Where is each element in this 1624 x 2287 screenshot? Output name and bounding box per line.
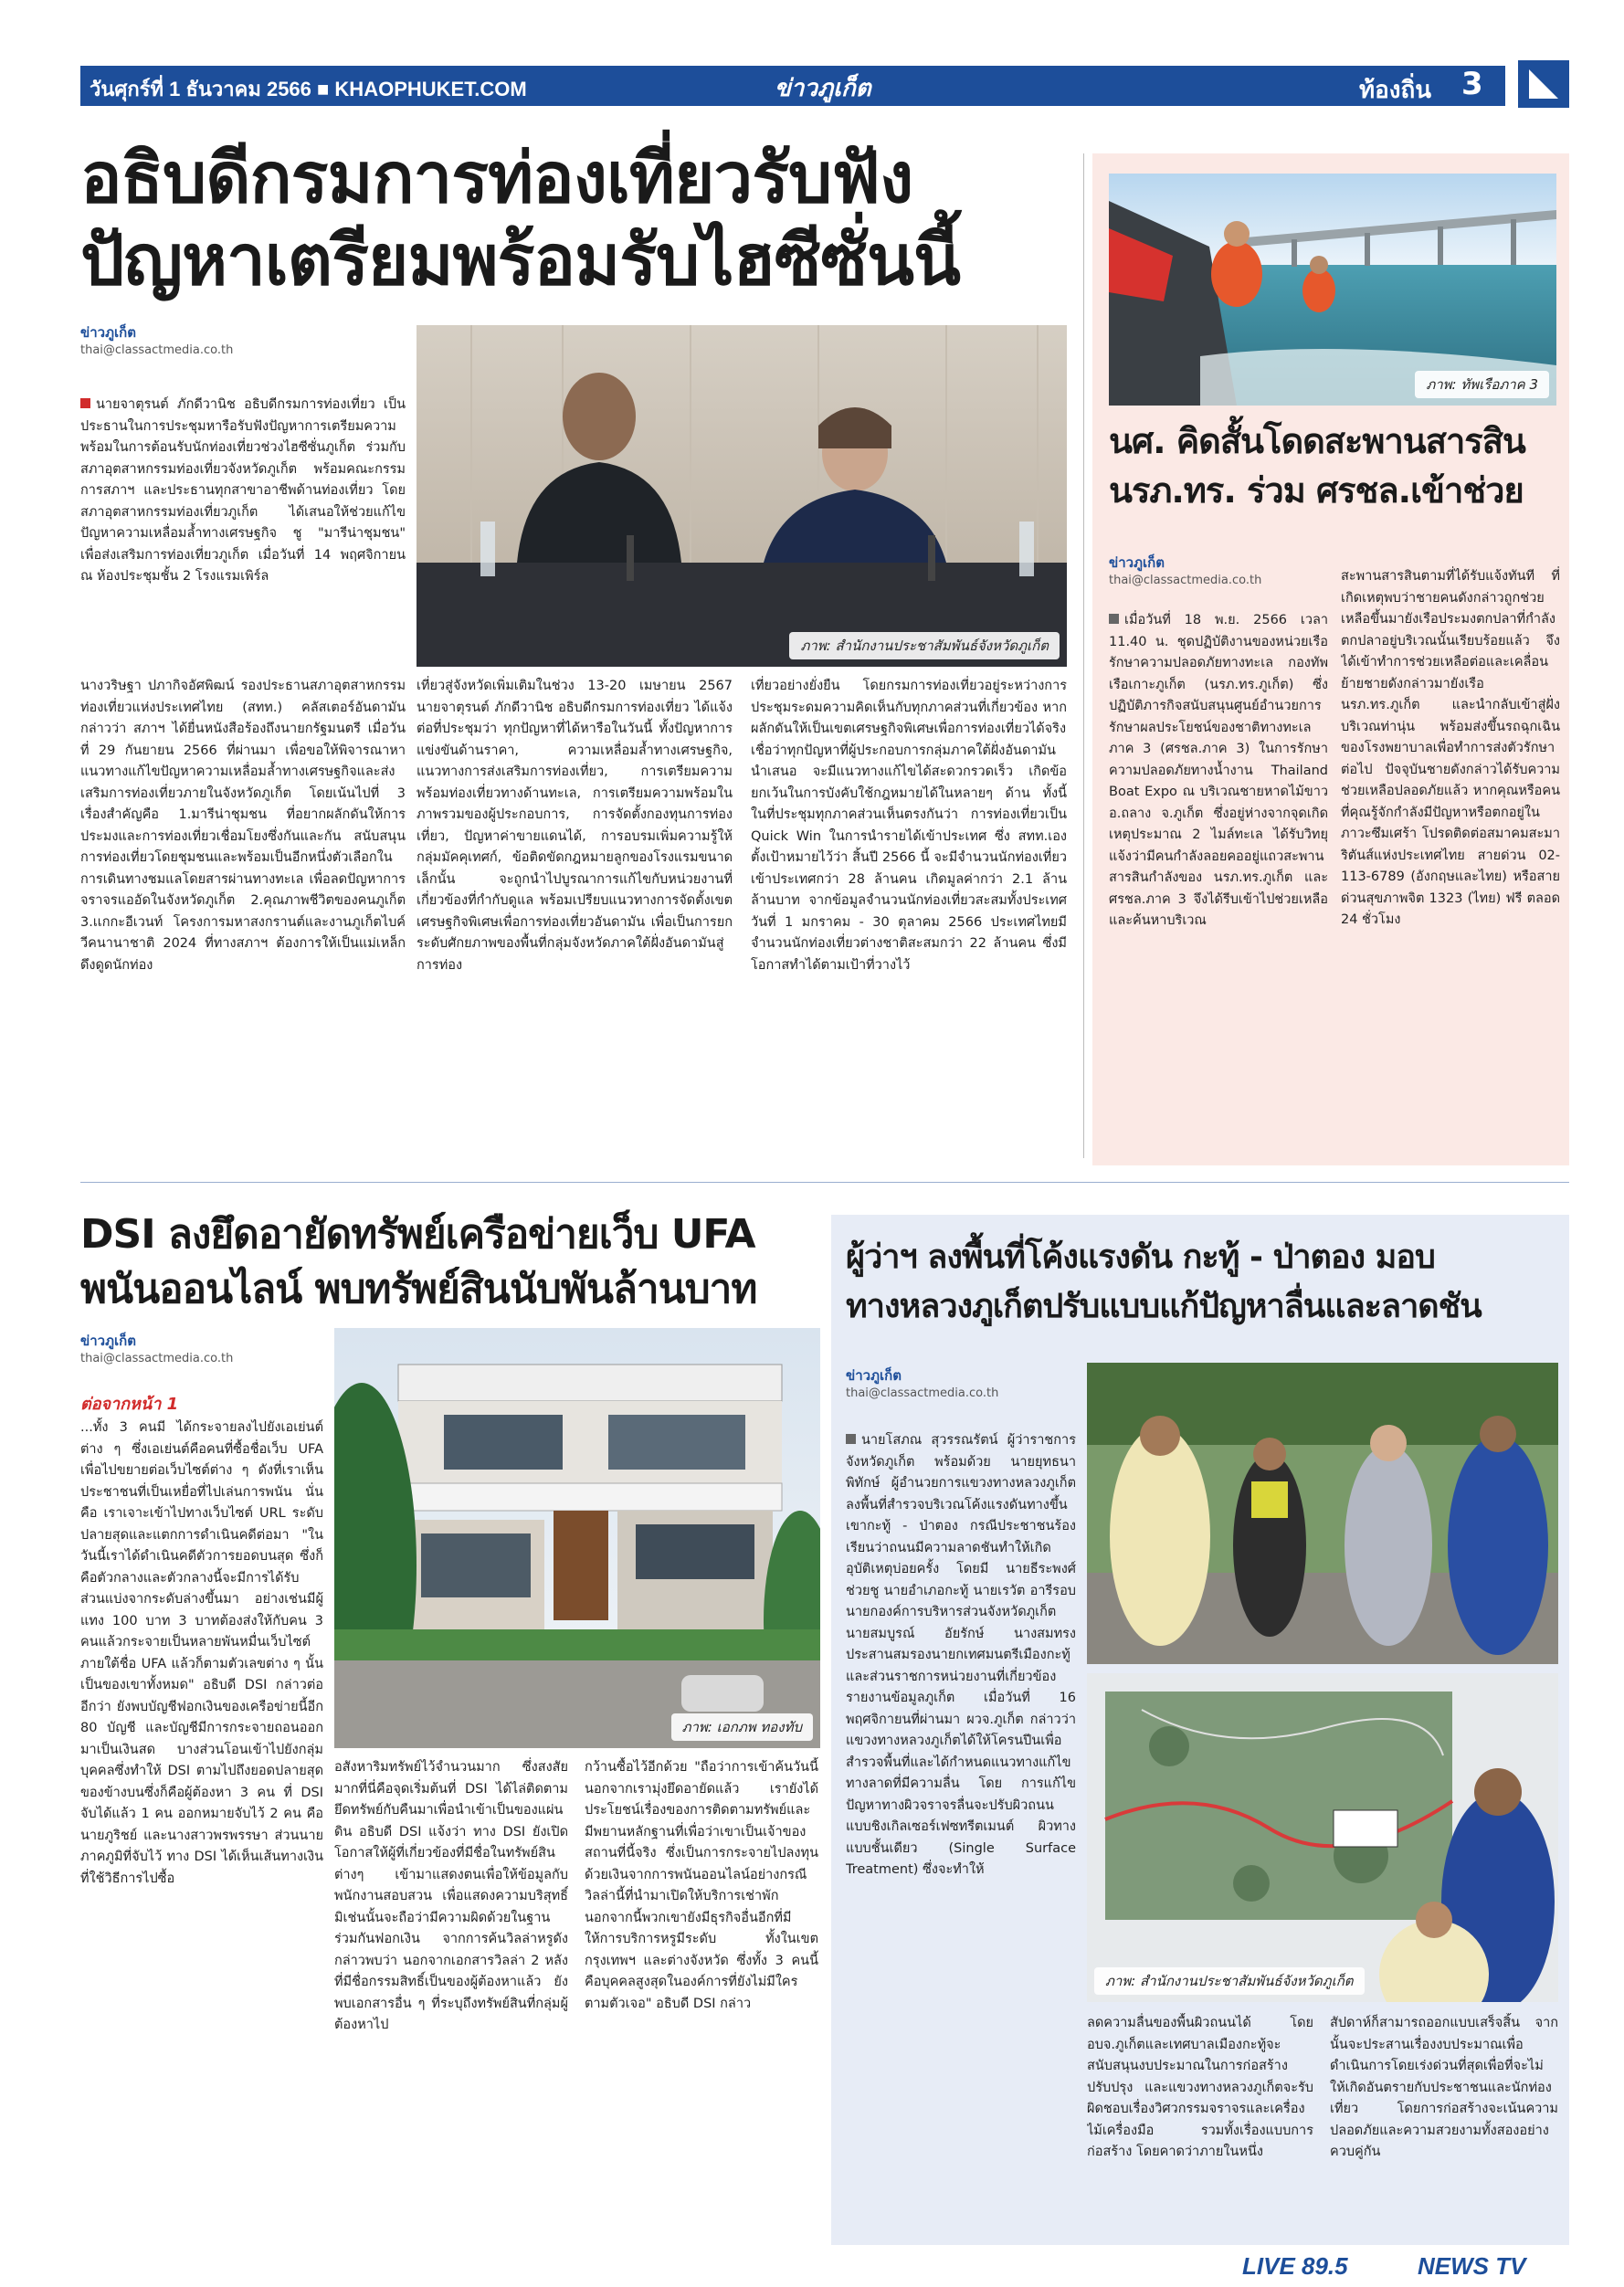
story4-headline: [846, 1233, 1558, 1332]
story4-photo-bottom: [1087, 1673, 1558, 2002]
story4-headline-line2: ทางหลวงภูเก็ตปรับแบบแก้ปัญหาลื่นและลาดชัน: [846, 1288, 1482, 1325]
column-divider: [1083, 153, 1084, 1158]
story4-byline-block: [846, 1365, 998, 1400]
story2-col2: สะพานสารสินตามที่ได้รับแจ้งทันที ที่เกิดเหตุพบว่าชายคนดังกล่าวถูกช่วยเหลือขึ้นมายังเรือประมงตกปลาที่กำลังตกปลาอยู่บริเวณนั้นเรียบร้อยแล้ว จึงได้เข้าทำการช่วยเหลือต่อและเคลื่อนย้ายชายดังกล่าวมายังเรือ นรภ.ทร.ภูเก็ต และนำกลับเข้าสู่ฝั่งบริเวณท่านุ่น พร้อมส่งขึ้นรถฉุกเฉินของโรงพยาบาลเพื่อทำการส่งตัวรักษาต่อไป ปัจจุบันชายดังกล่าวได้รับความช่วยเหลือปลอดภัยแล้ว หากคุณหรือคนที่คุณรู้จักกำลังมีปัญหาหรือตกอยู่ในภาวะซึมเศร้า โปรดติดต่อสมาคมสะมาริตันส์แห่งประเทศไทย สายด่วน 02-113-6789 (อังกฤษและไทย) หรือสายด่วนสุขภาพจิต 1323 (ไทย) ฟรี ตลอด 24 ชั่วโมง: [1341, 569, 1560, 927]
newspaper-logo: ข่าวภูเก็ต: [775, 75, 871, 101]
story1-col1-rest: นางวริษฐา ปภากิจอัศพิฒน์ รองประธานสภาอุตสาหกรรมท่องเที่ยวแห่งประเทศไทย (สทท.) คลัสเตอร์อันดามัน กล่าวว่า สภาฯ ได้ยื่นหนังสือร้องถึงนายกรัฐมนตรี เมื่อวันที่ 29 กันยายน 2566 ที่ผ่านมา เพื่อขอให้พิจารณาหาแนวทางแก้ไขปัญหาความเหลื่อมล้ำทางเศรษฐกิจและส่งเสริมการท่องเที่ยวภายในจังหวัดภูเก็ต โดยเน้นไปที่ 3 เรื่องสำคัญคือ 1.มารีน่าชุมชน ที่อยากผลักดันให้การประมงและการท่องเที่ยวเชื่อมโยงซึ่งกันและกัน สนับสนุนการท่องเที่ยวโดยชุมชนและพร้อมเป็นอีกหนึ่งตัวเลือกในการเดินทางชมแลโดยสารผ่านทางทะเล เพื่อลดปัญหาการจราจรแออัดในจังหวัดภูเก็ต 2.คุณภาพชีวิตของคนภูเก็ต 3.เเกกะอีเวนท์ โครงการมหาสงกรานต์และงานภูเก็ตไบค์วีคนานาชาติ 2024 ที่ทางสภาฯ ต้องการให้เป็นแม่เหล็กดึงดูดนักท่อง: [80, 679, 406, 973]
story4-col3: สัปดาห์ก็สามารถออกแบบเสร็จสิ้น จากนั้นจะประสานเรื่องงบประมาณเพื่อดำเนินการโดยเร่งด่วนที่สุดเพื่อที่จะไม่ให้เกิดอันตรายกับประชาชนและนักท่องเที่ยว โดยการก่อสร้างจะเน้นความปลอดภัยและความสวยงามทั้งสองอย่างควบคู่กัน: [1330, 2016, 1558, 2159]
story2-headline-line1: นศ. คิดสั้นโดดสะพานสารสิน: [1109, 421, 1525, 461]
bullet-square-icon: [1109, 614, 1119, 624]
story4-email: thai@classactmedia.co.th: [846, 1386, 999, 1400]
story4-photo-caption: ภาพ: สำนักงานประชาสัมพันธ์จังหวัดภูเก็ต: [1094, 1967, 1365, 1995]
story1-col1-top: [80, 395, 406, 670]
site-inspection-photo: [1087, 1363, 1558, 1664]
story2-lead-text: เมื่อวันที่ 18 พ.ย. 2566 เวลา 11.40 น. ชุดปฏิบัติงานของหน่วยเรือรักษาความปลอดภัยทางทะเล กองทัพเรือเกาะภูเก็ต (นรภ.ทร.ภูเก็ต) ซึ่งปฏิบัติภารกิจสนับสนุนศูนย์อำนวยการรักษาผลประโยชน์ของชาติทางทะเลภาค 3 (ศรชล.ภาค 3) ในการรักษาความปลอดภัยทางน้ำงาน Thailand Boat Expo ณ บริเวณชายหาดไม้ขาว อ.ถลาง จ.ภูเก็ต ซึ่งอยู่ห่างจากจุดเกิดเหตุประมาณ 2 ไมล์ทะเล ได้รับวิทยุแจ้งว่ามีคนกำลังลอยคออยู่แถวสะพานสารสินกำลังของ นรภ.ทร.ภูเก็ต และ ศรชล.ภาค 3 จึงได้รีบเข้าไปช่วยเหลือและค้นหาบริเวณ: [1109, 613, 1328, 928]
story3-col1: ...ทั้ง 3 คนมี ได้กระจายลงไปยังเอเย่นต์ต่าง ๆ ซึ่งเอเย่นต์คือคนที่ซื้อชื่อเว็บ UFA เพื่อไปขยายต่อเว็บไซต์ต่าง ๆ ดังที่เราเห็นประชาชนที่เป็นเหยื่อที่ไปเล่นการพนัน นั่นคือ เราเจาะเข้าไปทางเว็บไซต์ URL ระดับปลายสุดและแตกการดำเนินคดีต่อมา "ในวันนี้เราได้ดำเนินคดีตัวการยอดบนสุด ซึ่งก็คือตัวกลางและตัวกลางนี้จะมีการได้รับส่วนแบ่งจากระดับล่างขึ้นมา อย่างเช่นมีผู้แทง 100 บาท 3 บาทต้องส่งให้กับคน 3 คนแล้วกระจายเป็นหลายพันหมื่นเว็บไซต์ภายใต้ชื่อ UFA แล้วก็ตามตัวเลขต่าง ๆ นั้นเป็นของเขาทั้งหมด" อธิบดี DSI กล่าวต่ออีกว่า ยังพบบัญชีฟอกเงินของเครือข่ายนี้อีก 80 บัญชี และบัญชีมีการกระจายถอนออกมาเป็นเงินสด บางส่วนโอนเข้าไปยังกลุ่มบุคคลซึ่งทำให้ DSI ตามไปถึงยอดปลายสุดของข้างบนซึ่งก็คือผู้ต้องหา 3 คน ที่ DSI จับได้แล้ว 1 คน ออกหมายจับไว้ 2 คน คือ นายภูริชย์ และนางสาวพรพรรษา ส่วนนายภาคภูมิที่จับไว้ ทาง DSI ได้เห็นเส้นทางเงินที่ใช้วิธีการไปซื้อ: [80, 1420, 323, 1886]
section-name: ท้องถิ่น: [1359, 77, 1431, 104]
story3-col2: อสังหาริมทรัพย์ไว้จำนวนมาก ซึ่งสงสัยมากที่นี่คือจุดเริ่มต้นที่ DSI ได้ไล่ติดตามยึดทรัพย์กับคืนมาเพื่อนำเข้าเป็นของแผ่นดิน อธิบดี DSI แจ้งว่า ทาง DSI ยังเปิดโอกาสให้ผู้ที่เกี่ยวข้องที่มีชื่อในทรัพย์สินต่างๆ เข้ามาแสดงตนเพื่อให้ข้อมูลกับพนักงานสอบสวน เพื่อแสดงความบริสุทธิ์ มิเช่นนั้นจะถือว่ามีความผิดด้วยในฐานร่วมกันฟอกเงิน จากการค้นวิลล่าหรูดังกล่าวพบว่า นอกจากเอกสารวิลล่า 2 หลังที่มีชื่อกรรมสิทธิ์เป็นของผู้ต้องหาแล้ว ยังพบเอกสารอื่น ๆ ที่ระบุถึงทรัพย์สินที่กลุ่มผู้ต้องหาไป: [334, 1760, 568, 2032]
story1-col2: เที่ยวสู่จังหวัดเพิ่มเติมในช่วง 13-20 เมษายน 2567 นายจาตุรนต์ ภักดีวานิช อธิบดีกรมการท่องเที่ยว ได้แจ้งต่อที่ประชุมว่า ทุกปัญหาที่ได้หารือในวันนี้ ทั้งปัญหาการแข่งขันด้านราคา, ความเหลื่อมล้ำทางเศรษฐกิจ, แนวทางการส่งเสริมการท่องเที่ยว, การเตรียมความพร้อมท่องเที่ยวทางด้านทะเล, การเตรียมความพร้อมในภาพรวมของผู้ประกอบการ, การจัดตั้งกองทุนการท่องเที่ยว, ปัญหาค่าขายแดนได้, การอบรมเพิ่มความรู้ให้กลุ่มมัคคุเทศก์, ข้อติดขัดกฎหมายลูกของโรงแรมขนาดเล็กนั้น จะถูกนำไปบูรณาการแก้ไขกับหน่วยงานที่เกี่ยวข้องที่กำกับดูแล พร้อมเปรียบแนวทางการจัดตั้งเขตเศรษฐกิจพิเศษเพื่อการท่องเที่ยวอันดามัน เพื่อเป็นการยกระดับศักยภาพของพื้นที่กลุ่มจังหวัดภาคใต้ฝั่งอันดามันสู่การท่อง: [417, 679, 733, 973]
story3-headline-line1: DSI ลงยึดอายัดทรัพย์เครือข่ายเว็บ UFA: [80, 1211, 755, 1258]
story3-col3: กว้านซื้อไว้อีกด้วย "ถือว่าการเข้าค้นวันนี้นอกจากเรามุ่งยึดอายัดแล้ว เรายังได้ประโยชน์เรื่องของการติดตามทรัพย์และมีพยานหลักฐานที่เพื่อว่าเขาเป็นเจ้าของสถานที่นี้จริง ซึ่งเป็นการกระจายไปลงทุนด้วยเงินจากการพนันออนไลน์อย่างกรณีวิลล่านี้ที่นำมาเปิดให้บริการเช่าพัก นอกจากนี้พวกเขายังมีธุรกิจอื่นอีกที่มีให้การบริการหรูมีระดับ ทั้งในเขตกรุงเทพฯ และต่างจังหวัด ซึ่งทั้ง 3 คนนี้คือบุคคลสูงสุดในองค์การที่ยังไม่มีใครตามตัวเจอ" อธิบดี DSI กล่าว: [585, 1760, 818, 2011]
story2-photo: [1109, 174, 1556, 406]
story3-byline: ข่าวภูเก็ต: [80, 1333, 136, 1349]
continued-from-label: ต่อจากหน้า 1: [80, 1395, 179, 1414]
story4-byline: ข่าวภูเก็ต: [846, 1367, 902, 1384]
story2-byline-block: [1109, 552, 1261, 587]
story2-photo-caption: ภาพ: ทัพเรือภาค 3: [1415, 371, 1549, 398]
story3-email: thai@classactmedia.co.th: [80, 1352, 234, 1365]
story1-headline: [80, 137, 1076, 301]
villa-photo: [334, 1328, 820, 1748]
section-divider: [80, 1182, 1569, 1183]
map-briefing-photo: [1087, 1673, 1558, 2002]
story1-headline-line2: ปัญหาเตรียมพร้อมรับไฮซีซั่นนี้: [80, 219, 960, 300]
story1-byline: ข่าวภูเก็ต: [80, 324, 136, 341]
issue-date: วันศุกร์ที่ 1 ธันวาคม 2566 ■ KHAOPHUKET.COM: [90, 78, 527, 100]
news-tv-logo: NEWS TV: [1418, 2252, 1526, 2280]
story2-headline: [1109, 416, 1562, 515]
masthead-bar: [80, 66, 1505, 106]
story2-byline: ข่าวภูเก็ต: [1109, 554, 1165, 571]
story4-col1: [846, 1430, 1076, 2207]
story2-email: thai@classactmedia.co.th: [1109, 574, 1262, 587]
story4-col2: ลดความลื่นของพื้นผิวถนนได้ โดย อบจ.ภูเก็ตและเทศบาลเมืองกะทู้จะสนับสนุนงบประมาณในการก่อสร้างปรับปรุง และแขวงทางหลวงภูเก็ตจะรับผิดชอบเรื่องวิศวกรรมจราจรและเครื่องไม้เครื่องมือ รวมทั้งเรื่องแบบการก่อสร้าง โดยคาดว่าภายในหนึ่ง: [1087, 2016, 1313, 2159]
bullet-square-icon: [80, 398, 90, 408]
page-number: 3: [1461, 66, 1483, 102]
story1-lead-text: นายจาตุรนต์ ภักดีวานิช อธิบดีกรมการท่องเที่ยว เป็นประธานในการประชุมหารือรับฟังปัญหาการเตรียมความพร้อมในการต้อนรับนักท่องเที่ยวช่วงไฮซีซั่นภูเก็ต ร่วมกับสภาอุตสาหกรรมท่องเที่ยวจังหวัดภูเก็ต พร้อมคณะกรรมการสภาฯ และประธานทุกสาขาอาชีพด้านท่องเที่ยว โดยสภาอุตสาหกรรมท่องเที่ยวภูเก็ต ได้เสนอให้ช่วยแก้ไขปัญหาความเหลื่อมล้ำทางเศรษฐกิจ ชู "มารีน่าชุมชน" เพื่อส่งเสริมการท่องเที่ยวภูเก็ต เมื่อวันที่ 14 พฤศจิกายน ณ ห้องประชุมชั้น 2 โรงแรมเพิร์ล: [80, 397, 406, 584]
story4-lead-text: นายโสภณ สุวรรณรัตน์ ผู้ว่าราชการจังหวัดภูเก็ต พร้อมด้วย นายยุทธนา พิทักษ์ ผู้อำนวยการแขวงทางหลวงภูเก็ต ลงพื้นที่สำรวจบริเวณโค้งแรงดันทางขึ้นเขากะทู้ - ป่าตอง กรณีประชาชนร้องเรียนว่าถนนมีความลาดชันทำให้เกิดอุบัติเหตุบ่อยครั้ง โดยมี นายธีระพงศ์ ช่วยชู นายอำเภอกะทู้ นายเรวัต อารีรอบ นายกองค์การบริหารส่วนจังหวัดภูเก็ต นายสมบูรณ์ อัยรักษ์ นางสมทรง ประสานสมรองนายกเทศมนตรีเมืองกะทู้และส่วนราชการหน่วยงานที่เกี่ยวข้อง รายงานข้อมูลภูเก็ต เมื่อวันที่ 16 พฤศจิกายนที่ผ่านมา ผวจ.ภูเก็ต กล่าวว่า แขวงทางหลวงภูเก็ตได้ให้โครนปีนเพื่อสำรวจพื้นที่และได้กำหนดแนวทางแก้ไขทางลาดที่มีความลื่น โดย การแก้ไขปัญหาทางผิวจราจรลื่นจะปรับผิวถนน แบบชิงเกิลเซอร์เฟซทรีตเมนต์ ผิวทางแบบชั้นเดียว (Single Surface Treatment) ซึ่งจะทำให้: [846, 1433, 1076, 1877]
story1-col3: เที่ยวอย่างยั่งยืน โดยกรมการท่องเที่ยวอยู่ระหว่างการประชุมระดมความคิดเห็นกับทุกภาคส่วนที่เกี่ยวข้อง หากผลักดันให้เป็นเขตเศรษฐกิจพิเศษเพื่อการท่องเที่ยวได้จริง เชื่อว่าทุกปัญหาที่ผู้ประกอบการกลุ่มภาคใต้ฝั่งอันดามันนำเสนอ จะมีแนวทางแก้ไขได้สะดวกรวดเร็ว เกิดข้อยกเว้นในการบังคับใช้กฎหมายได้ในหลายๆ ด้าน ทั้งนี้ ในที่ประชุมทุกภาคส่วนเห็นตรงกันว่า การท่องเที่ยวเป็น Quick Win ในการนำรายได้เข้าประเทศ ซึ่ง สทท.เอง ตั้งเป้าหมายไว้ว่า สิ้นปี 2566 นี้ จะมีจำนวนนักท่องเที่ยวเข้าประเทศกว่า 28 ล้านคน เกิดมูลค่ากว่า 2.1 ล้านล้านบาท จากข้อมูลจำนวนนักท่องเที่ยวสะสมทั้งประเทศ วันที่ 1 มกราคม - 30 ตุลาคม 2566 ประเทศไทยมีจำนวนนักท่องเที่ยวต่างชาติสะสมกว่า 22 ล้านคน ซึ่งมีโอกาสทำได้ตามเป้าที่วางไว้: [751, 679, 1067, 973]
bullet-square-icon: [846, 1434, 856, 1444]
meeting-photo: [417, 325, 1067, 667]
corner-arrow-icon: [1518, 60, 1569, 108]
story1-photo-caption: ภาพ: สำนักงานประชาสัมพันธ์จังหวัดภูเก็ต: [789, 632, 1060, 659]
story3-photo-caption: ภาพ: เอกภพ ทองทับ: [671, 1713, 813, 1741]
story4-headline-line1: ผู้ว่าฯ ลงพื้นที่โค้งแรงดัน กะทู้ - ป่าตอง มอบ: [846, 1238, 1435, 1276]
story3-headline-line2: พนันออนไลน์ พบทรัพย์สินนับพันล้านบาท: [80, 1266, 757, 1312]
story1-photo: [417, 325, 1067, 667]
story1-headline-line1: อธิบดีกรมการท่องเที่ยวรับฟัง: [80, 137, 913, 218]
story2-headline-line2: นรภ.ทร. ร่วม ศรชล.เข้าช่วย: [1109, 470, 1524, 511]
story2-col1: [1109, 610, 1328, 1153]
story3-byline-block: [80, 1330, 233, 1365]
live-radio-logo: LIVE 89.5: [1242, 2252, 1348, 2280]
story1-email: thai@classactmedia.co.th: [80, 343, 234, 357]
story3-headline: [80, 1207, 829, 1317]
story1-byline-block: [80, 321, 233, 357]
story3-photo: [334, 1328, 820, 1748]
story4-photo-top: [1087, 1363, 1558, 1664]
